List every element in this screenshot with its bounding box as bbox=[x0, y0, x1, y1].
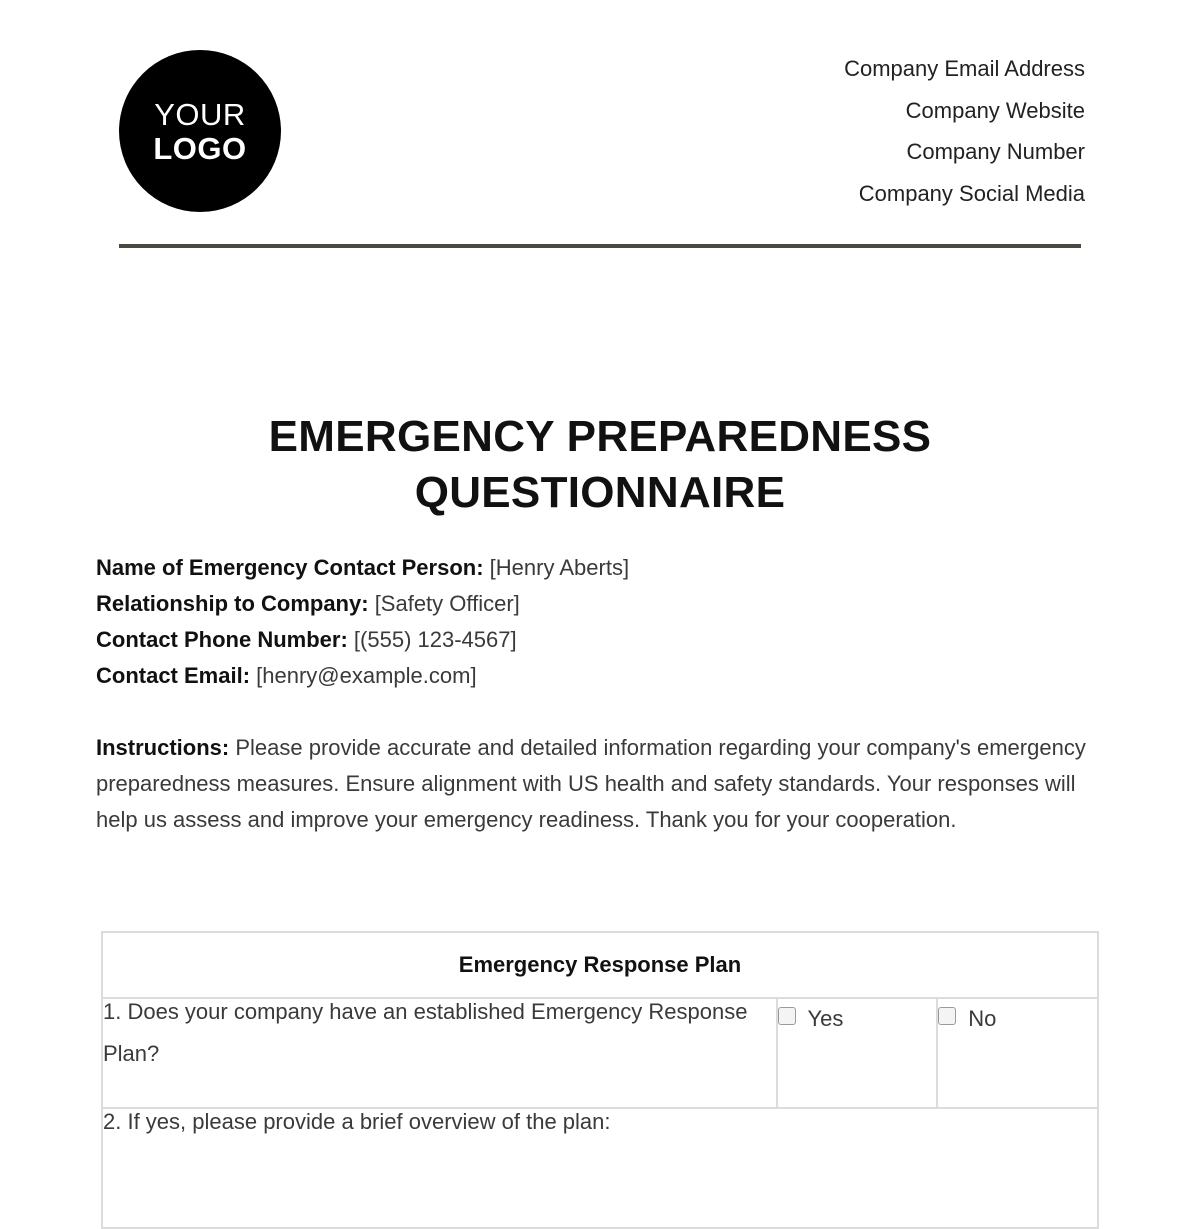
field-contact-name bbox=[96, 550, 629, 586]
questionnaire-table bbox=[101, 931, 1099, 1229]
question-1 bbox=[102, 998, 777, 1108]
title-line-2: QUESTIONNAIRE bbox=[414, 468, 786, 517]
company-website: Company Website bbox=[905, 97, 1085, 123]
no-label: No bbox=[968, 1006, 997, 1031]
logo-line-2: LOGO bbox=[153, 130, 247, 166]
logo-line-1: YOUR bbox=[154, 96, 246, 132]
company-logo bbox=[119, 50, 281, 212]
title-line-1: EMERGENCY PREPAREDNESS bbox=[268, 412, 932, 461]
table-row bbox=[102, 1108, 1098, 1228]
company-social-media: Company Social Media bbox=[858, 180, 1085, 206]
section-title: Emergency Response Plan bbox=[102, 932, 1098, 998]
field-phone bbox=[96, 622, 629, 658]
contact-name-value[interactable]: [Henry Aberts] bbox=[489, 555, 630, 580]
question-2[interactable] bbox=[102, 1108, 1098, 1228]
phone-label: Contact Phone Number: bbox=[96, 627, 348, 652]
field-relationship bbox=[96, 586, 629, 622]
question-1-text: 1. Does your company have an established Emergency Response Plan? bbox=[103, 999, 748, 1066]
no-checkbox[interactable] bbox=[938, 1007, 956, 1025]
email-value[interactable]: [henry@example.com] bbox=[256, 663, 477, 688]
email-label: Contact Email: bbox=[96, 663, 251, 688]
instructions-paragraph bbox=[96, 730, 1096, 838]
company-number: Company Number bbox=[906, 139, 1085, 164]
phone-value[interactable]: [(555) 123-4567] bbox=[353, 627, 517, 652]
yes-checkbox[interactable] bbox=[778, 1007, 796, 1025]
yes-label: Yes bbox=[807, 1006, 844, 1031]
contact-name-label: Name of Emergency Contact Person: bbox=[96, 555, 484, 580]
question-2-text: 2. If yes, please provide a brief overview of the plan: bbox=[103, 1109, 611, 1134]
relationship-label: Relationship to Company: bbox=[96, 591, 369, 616]
relationship-value[interactable]: [Safety Officer] bbox=[374, 591, 520, 616]
table-header-row bbox=[102, 932, 1098, 998]
option-no[interactable] bbox=[937, 998, 1098, 1108]
table-row bbox=[102, 998, 1098, 1108]
instructions-label: Instructions: bbox=[96, 735, 230, 760]
contact-fields bbox=[96, 550, 629, 694]
option-yes[interactable] bbox=[777, 998, 938, 1108]
company-email: Company Email Address bbox=[844, 56, 1085, 81]
field-email bbox=[96, 658, 629, 694]
document-title bbox=[100, 409, 1100, 521]
company-contact-block bbox=[844, 52, 1085, 218]
instructions-text: Please provide accurate and detailed information regarding your company's emergency preparedness measures. Ensure alignment with US health and safety standards. Your responses will help us assess and improve your emergency readiness. Thank you for your cooperation. bbox=[96, 735, 1086, 832]
header-divider bbox=[119, 244, 1081, 248]
